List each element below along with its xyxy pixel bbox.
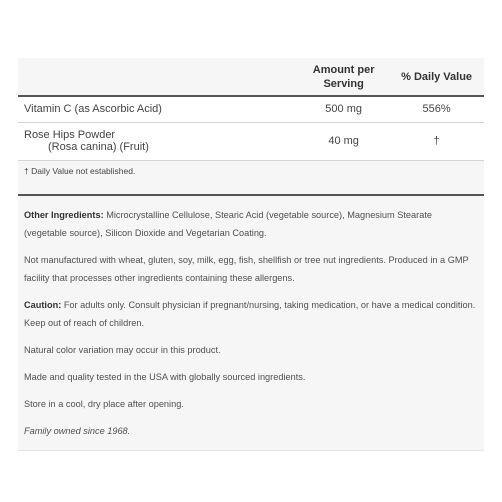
ingredient-daily-value: 556% [422,103,451,116]
supplement-facts-table [18,58,484,182]
ingredient-amount: 40 mg [328,135,359,147]
daily-value-footnote: † Daily Value not established. [24,166,136,177]
table-row [18,122,484,160]
section-divider [18,194,484,196]
color-variation-note: Natural color variation may occur in this product. [24,345,221,355]
made-in-usa-note: Made and quality tested in the USA with globally sourced ingredients. [24,372,306,382]
ingredient-name-sub: (Rosa canina) (Fruit) [48,141,149,153]
daily-value-header: % Daily Value [401,70,473,83]
caution-text: For adults only. Consult physician if pregnant/nursing, taking medication, or have a medical condition. Keep out of reach of children. [24,300,476,328]
caution-label: Caution: [24,300,62,310]
allergen-statement: Not manufactured with wheat, gluten, soy, milk, egg, fish, shellfish or tree nut ingredients. Produced in a GMP facility that processes other ingredients containing these allergens. [24,255,469,283]
other-ingredients [24,206,476,242]
family-owned-note: Family owned since 1968. [24,426,131,436]
supplement-facts-panel [18,58,484,451]
footnote-row [18,160,484,182]
name-column-header [18,58,298,96]
product-notes [24,206,476,449]
table-header-row [18,58,484,96]
ingredient-name: Vitamin C (as Ascorbic Acid) [24,103,162,116]
caution [24,296,476,332]
table-row [18,96,484,122]
ingredient-amount: 500 mg [325,103,362,116]
other-ingredients-text: Microcrystalline Cellulose, Stearic Acid (vegetable source), Magnesium Stearate (vegetable source), Silicon Dioxide and Vegetarian Coating. [24,210,432,238]
other-ingredients-label: Other Ingredients: [24,210,104,220]
storage-note: Store in a cool, dry place after opening. [24,399,184,409]
ingredient-name-main: Rose Hips Powder [24,129,116,141]
ingredient-name [18,122,298,160]
amount-per-serving-header: Amount per Serving [312,63,375,90]
ingredient-daily-value: † [433,135,440,147]
